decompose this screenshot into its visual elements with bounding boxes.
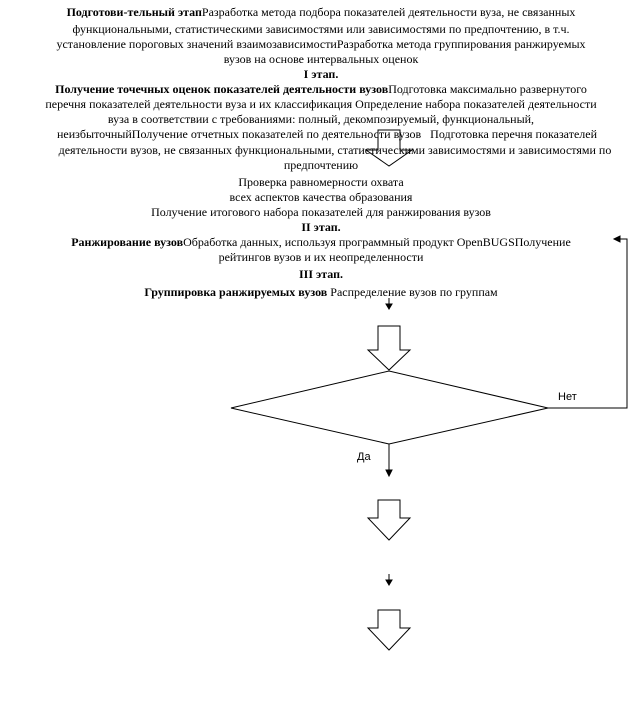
stage1-line-3: вуза в соответствии с требованиями: полный, декомпозируемый, функциональный,: [107, 113, 535, 126]
stage1-line-1: Получение точечных оценок показателей деятельности вузовПодготовка максимально развернутого: [55, 83, 587, 96]
prep-stage-title: Подготови-тельный этап: [66, 6, 202, 19]
prep-stage-line-1: Подготови-тельный этапРазработка метода подбора показателей деятельности вуза, не связанных: [66, 6, 576, 19]
prep-stage-line-3: установление пороговых значений взаимозависимостиРазработка метода группирования ранжируемых: [56, 38, 586, 51]
stage2-line-2: рейтингов вузов и их неопределенности: [218, 251, 424, 264]
prep-stage-line-2: функциональными, статистическими зависимостями или зависимостями по предпочтению, в т.ч.: [72, 23, 570, 36]
stage3-title: Группировка ранжируемых вузов: [144, 286, 328, 299]
prep-stage-line-4: вузов на основе интервальных оценок: [223, 53, 419, 66]
stage1-line-9: Получение итогового набора показателей для ранжирования вузов: [151, 206, 491, 219]
arrowhead-lower: [386, 580, 392, 585]
block-arrow-3: [368, 500, 410, 540]
feedback-loop-line: [548, 239, 627, 408]
decision-no-label: Нет: [558, 391, 577, 403]
stage1-line-4: неизбыточныйПолучение отчетных показателей по деятельности вузов Подготовка перечня показателей: [57, 128, 597, 141]
stage1-label: I этап.: [303, 68, 339, 81]
stage1-line-5: деятельности вузов, не связанных функциональными, статистическими зависимостями и зависимостями по: [58, 144, 612, 157]
block-arrow-4: [368, 610, 410, 650]
decision-diamond: [231, 371, 548, 444]
stage2-line-1: Ранжирование вузовОбработка данных, используя программный продукт OpenBUGSПолучение: [71, 236, 571, 249]
decision-yes-label: Да: [357, 451, 371, 463]
stage3-line-1: Группировка ранжируемых вузов Распределение вузов по группам: [144, 286, 498, 299]
block-arrow-2: [368, 326, 410, 370]
stage1-line-6: предпочтению: [283, 159, 359, 172]
yes-branch-arrowhead: [386, 470, 392, 476]
arrowhead-stage3: [386, 304, 392, 309]
stage3-label: III этап.: [299, 268, 343, 281]
stage2-title: Ранжирование вузов: [71, 236, 184, 249]
stage1-line-2: перечня показателей деятельности вуза и их классификация Определение набора показателей деятельности: [45, 98, 597, 111]
stage1-line-8: всех аспектов качества образования: [229, 191, 413, 204]
stage1-title: Получение точечных оценок показателей деятельности вузов: [55, 83, 389, 96]
stage2-label: II этап.: [301, 221, 341, 234]
stage1-line-7: Проверка равномерности охвата: [238, 176, 404, 189]
